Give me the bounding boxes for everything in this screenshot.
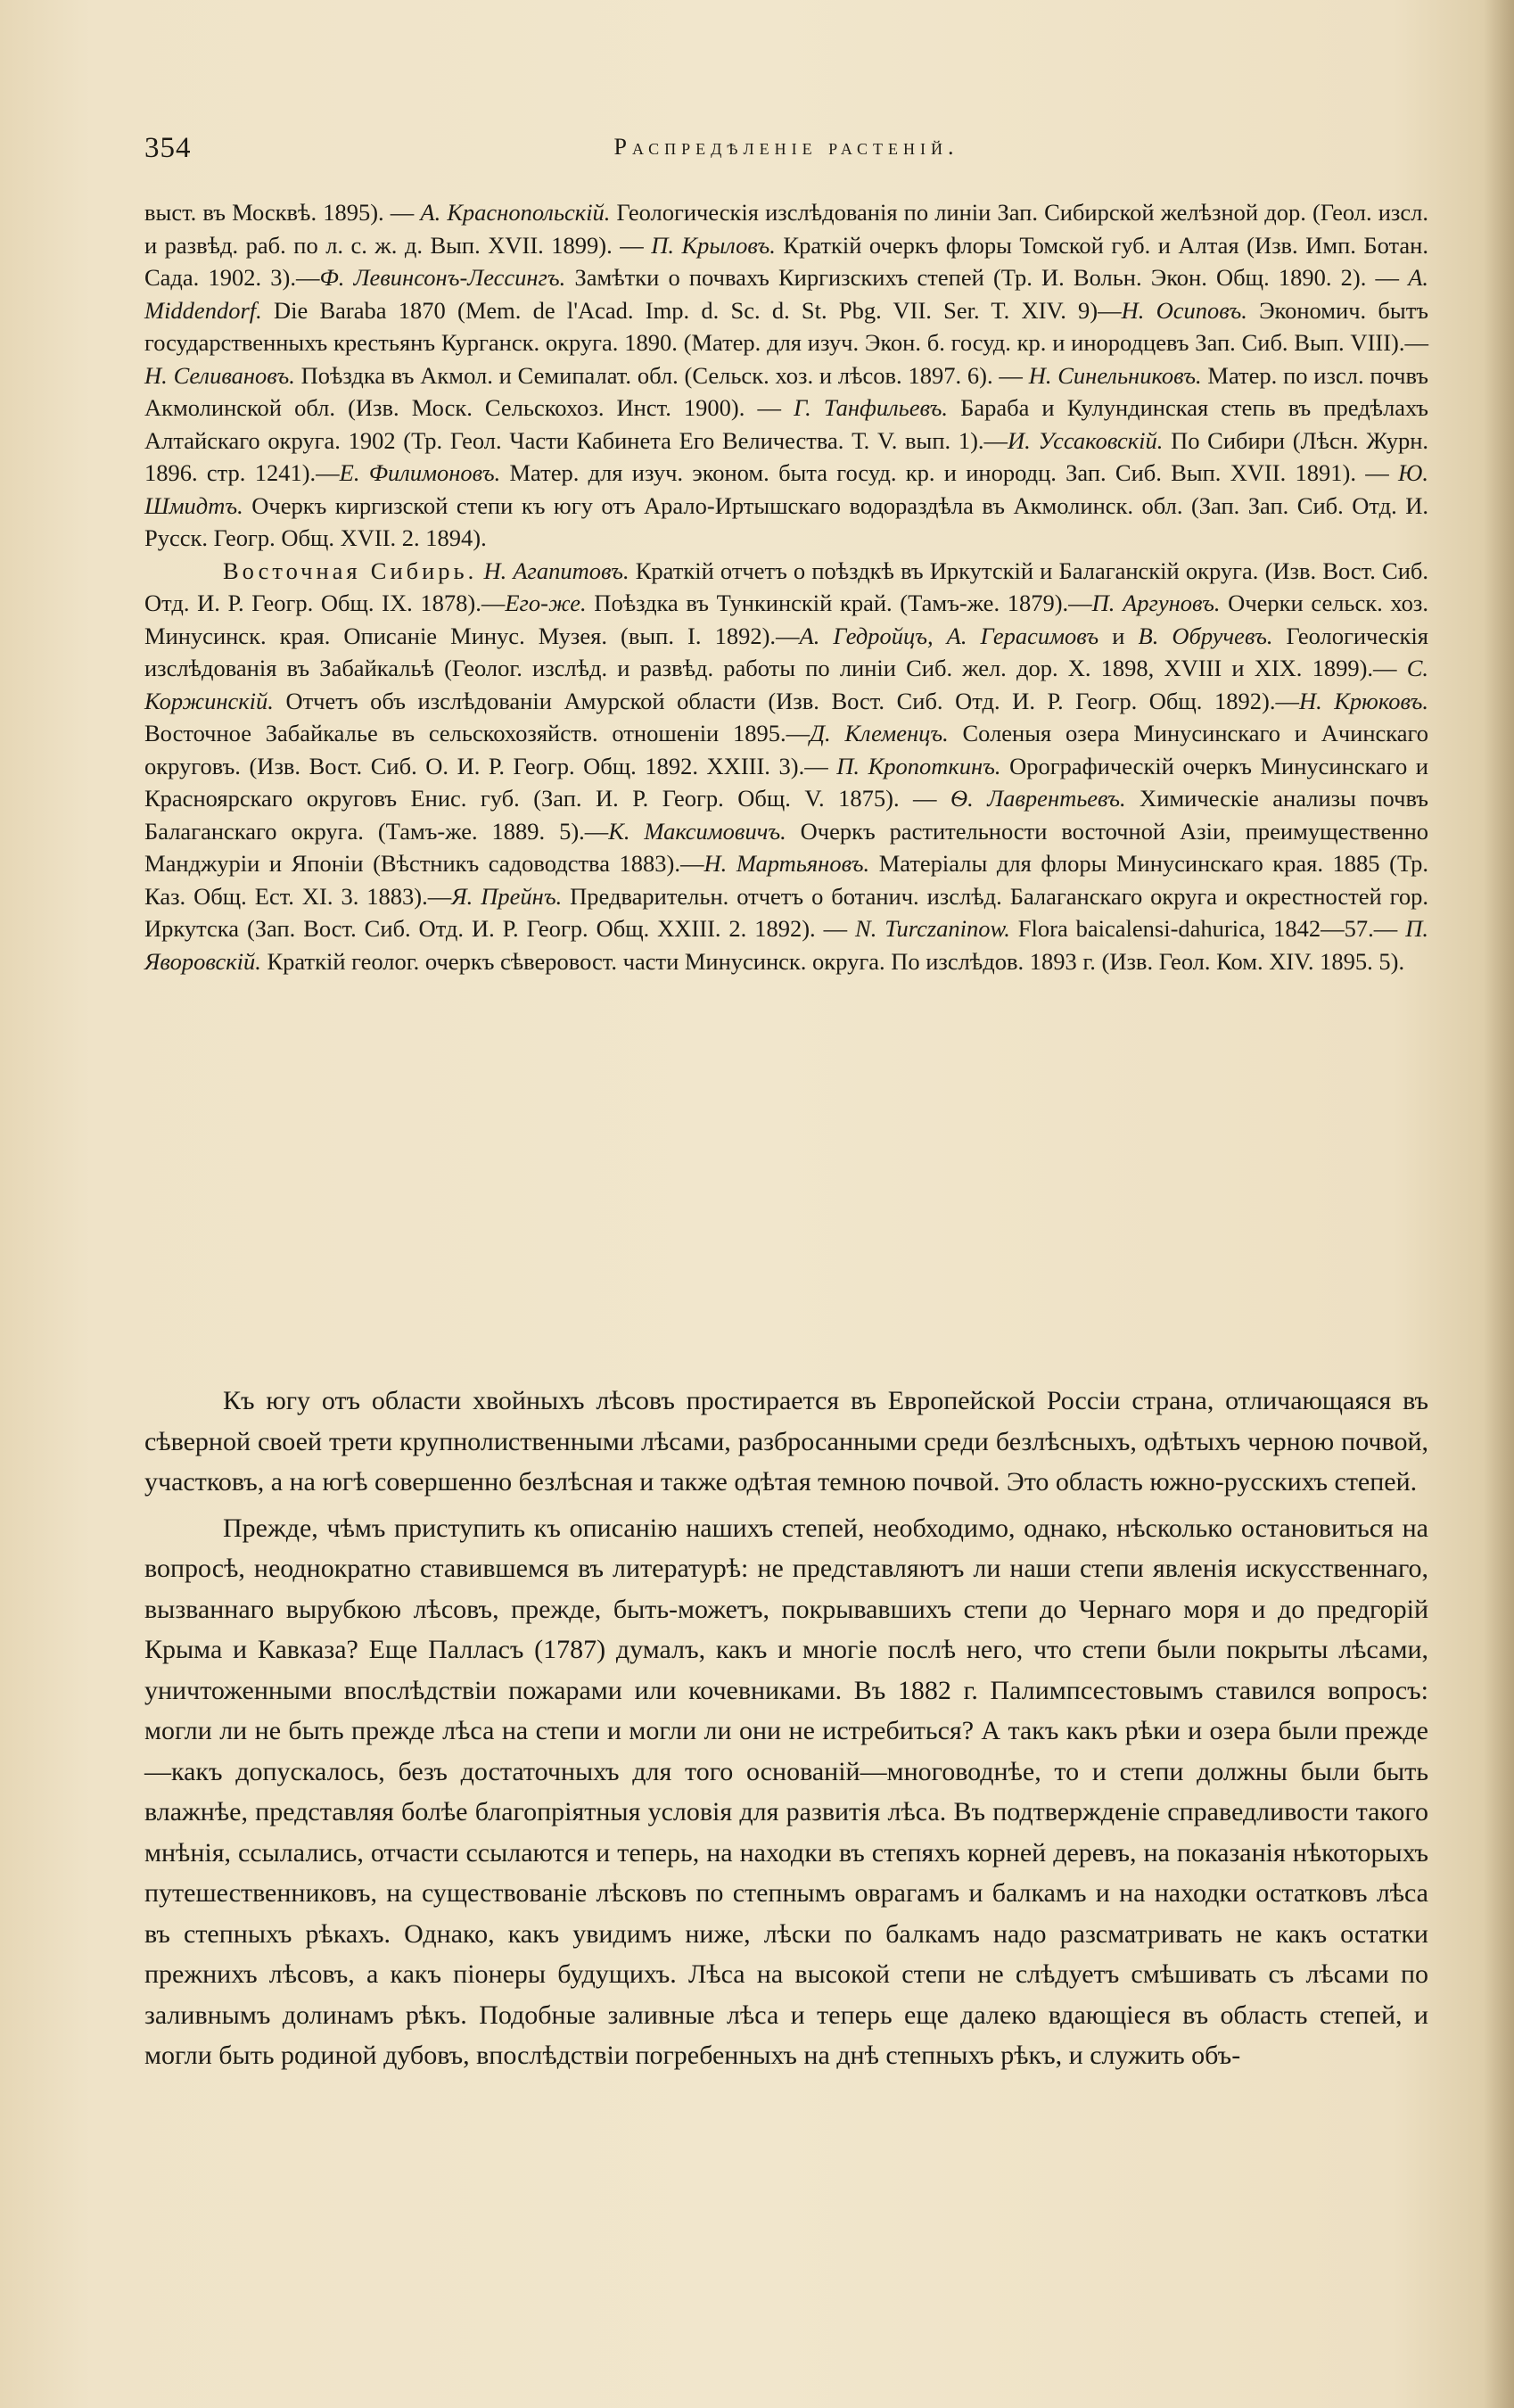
bibliography-text: Орографическій очеркъ Минусинскаго и Красноярскаго округовъ Енис. губ. (Зап. И. Р. Геогр. Общ. V. 1875). —	[144, 752, 1428, 812]
bibliography-text: Бараба и Кулундинская степь въ предѣлахъ Алтайскаго округа. 1902 (Тр. Геол. Части Кабинета Его Величества. Т. V. вып. 1).—	[144, 394, 1428, 454]
bibliography-author: П. Кропоткинъ.	[836, 752, 1001, 779]
page-number: 354	[144, 132, 192, 164]
bibliography-text: Отчетъ объ изслѣдованіи Амурской области (Изв. Вост. Сиб. Отд. И. Р. Геогр. Общ. 1892).—	[273, 687, 1299, 714]
bibliography-author: Н. Осиповъ.	[1121, 296, 1247, 324]
bibliography	[144, 196, 1428, 977]
bibliography-text: Очеркъ киргизской степи къ югу отъ Арало-Иртышскаго водораздѣла въ Акмолинск. обл. (Зап. Зап. Сиб. Отд. И. Русск. Геогр. Общ. XVII. 2. 1894).	[144, 491, 1428, 551]
page-header	[144, 132, 1428, 175]
bibliography-author: N. Turczaninow.	[855, 915, 1010, 942]
bibliography-author: Ф. Левинсонъ-Лессингъ.	[319, 264, 566, 291]
paragraph: Прежде, чѣмъ приступить къ описанію нашихъ степей, необходимо, однако, нѣсколько остановиться на вопросѣ, неоднократно ставившемся въ литературѣ: не представляютъ ли наши степи явленія искусственнаго, вызваннаго вырубкою лѣсовъ, прежде, быть-можетъ, покрывавшихъ степи до Чернаго моря и до предгорій Крыма и Кавказа? Еще Палласъ (1787) думалъ, какъ и многіе послѣ него, что степи были покрыты лѣсами, уничтоженными впослѣдствіи пожарами или кочевниками. Въ 1882 г. Палимпсестовымъ ставился вопросъ: могли ли не быть прежде лѣса на степи и могли ли они не истребиться? А такъ какъ рѣки и озера были прежде—какъ допускалось, безъ достаточныхъ для того основаній—многоводнѣе, то и степи должны были быть влажнѣе, представляя болѣе благопріятныя условія для развитія лѣса. Въ подтвержденіе справедливости такого мнѣнія, ссылались, отчасти ссылаются и теперь, на находки въ степяхъ корней деревъ, на показанія нѣкоторыхъ путешественниковъ, на существованіе лѣсковъ по степнымъ оврагамъ и балкамъ и на находки остатковъ лѣса въ степныхъ рѣкахъ. Однако, какъ увидимъ ниже, лѣски по балкамъ надо разсматривать не какъ остатки прежнихъ лѣсовъ, а какъ піонеры будущихъ. Лѣса на высокой степи не слѣдуетъ смѣшивать съ лѣсами по заливнымъ долинамъ рѣкъ. Подобные заливные лѣса и теперь еще далеко вдающіеся въ область степей, и могли быть родиной дубовъ, впослѣдствіи погребенныхъ на днѣ степныхъ рѣкъ, и служить объ-	[144, 1513, 1428, 2070]
bibliography-text: выст. въ Москвѣ. 1895). —	[144, 199, 421, 226]
bibliography-text: Очеркъ растительности восточной Азіи, преимущественно Манджуріи и Японіи (Вѣстникъ садоводства 1883).—	[144, 817, 1428, 877]
bibliography-text: Матеріалы для флоры Минусинскаго края. 1885 (Тр. Каз. Общ. Ест. XI. 3. 1883).—	[144, 850, 1429, 910]
bibliography-author: Н. Агапитовъ.	[483, 557, 629, 584]
bibliography-west-siberia	[144, 199, 1428, 551]
bibliography-text: Поѣздка въ Акмол. и Семипалат. обл. (Сельск. хоз. и лѣсов. 1897. 6). —	[294, 361, 1029, 389]
bibliography-text: Flora baicalensi-dahurica, 1842—57.—	[1009, 915, 1406, 942]
bibliography-text: Краткій очеркъ флоры Томской губ. и Алтая (Изв. Имп. Ботан. Сада. 1902. 3).—	[144, 231, 1428, 291]
running-title: Распредѣленіе растеній.	[613, 134, 959, 160]
bibliography-text: Химическіе анализы почвъ Балаганскаго округа. (Тамъ-же. 1889. 5).—	[144, 785, 1428, 845]
bibliography-author: Ю. Шмидтъ.	[144, 459, 1428, 519]
bibliography-author: Н. Селивановъ.	[144, 361, 295, 389]
bibliography-author: С. Коржинскій.	[144, 655, 1428, 714]
bibliography-author: Г. Танфильевъ.	[794, 394, 949, 421]
bibliography-author: Н. Крюковъ.	[1298, 687, 1429, 714]
bibliography-author: А. Краснопольскій.	[420, 199, 611, 226]
bibliography-text: Краткій геолог. очеркъ сѣверовост. части Минусинск. округа. По изслѣдов. 1893 г. (Изв. Геол. Ком. XIV. 1895. 5).	[260, 947, 1405, 975]
bibliography-text: Соленыя озера Минусинскаго и Ачинскаго округовъ. (Изв. Вост. Сиб. О. И. Р. Геогр. Общ. 1892. XXIII. 3).—	[144, 720, 1428, 779]
bibliography-text: Замѣтки о почвахъ Киргизскихъ степей (Тр. И. Вольн. Экон. Общ. 1890. 2). —	[565, 264, 1409, 291]
bibliography-author: А. Middendorf.	[144, 264, 1429, 324]
bibliography-text: По Сибири (Лѣсн. Журн. 1896. стр. 1241).—	[144, 426, 1428, 486]
bibliography-author: Н. Мартьяновъ.	[704, 850, 870, 877]
bibliography-text: Очерки сельск. хоз. Минусинск. края. Описаніе Минус. Музея. (вып. I. 1892).—	[144, 590, 1428, 649]
bibliography-author: Д. Клеменцъ.	[810, 720, 949, 746]
bibliography-text: Экономич. бытъ государственныхъ крестьянъ Курганск. округа. 1890. (Матер. для изуч. Экон. б. госуд. кр. и инородцевъ Зап. Сиб. Вып. VIII).—	[144, 296, 1428, 356]
bibliography-author: П. Крыловъ.	[651, 231, 776, 259]
bibliography-author: К. Максимовичъ.	[608, 817, 786, 845]
page-spine-shadow	[1484, 0, 1514, 2408]
main-text	[144, 1381, 1428, 2076]
bibliography-author: П. Яворовскій.	[144, 915, 1428, 975]
bibliography-text: Предварительн. отчетъ о ботанич. изслѣд. Балаганскаго округа и окрестностей гор. Иркутска (Зап. Вост. Сиб. Отд. И. Р. Геогр. Общ. XXIII. 2. 1892). —	[144, 882, 1429, 942]
bibliography-author: Н. Синельниковъ.	[1028, 361, 1202, 389]
bibliography-author: П. Аргуновъ.	[1091, 590, 1221, 616]
bibliography-author: Е. Филимоновъ.	[339, 459, 501, 486]
bibliography-author: Его-же.	[505, 590, 587, 616]
bibliography-east-siberia	[144, 557, 1428, 975]
bibliography-author: Я. Прейнъ.	[451, 882, 563, 910]
bibliography-author: А. Гедройцъ, А. Герасимовъ	[799, 622, 1099, 649]
bibliography-text: Краткій отчетъ о поѣздкѣ въ Иркутскій и Балаганскій округа. (Изв. Вост. Сиб. Отд. И. Р. Геогр. Общ. IX. 1878).—	[144, 557, 1429, 616]
bibliography-text: Поѣздка въ Тункинскій край. (Тамъ-же. 1879).—	[586, 590, 1092, 616]
bibliography-author: Ѳ. Лаврентьевъ.	[950, 785, 1126, 812]
bibliography-author: И. Уссаковскій.	[1008, 426, 1164, 454]
bibliography-text: Геологическія изслѣдованія въ Забайкальѣ (Геолог. изслѣд. и развѣд. работы по линіи Сиб. жел. дор. X. 1898, XVIII и XIX. 1899).—	[144, 622, 1428, 681]
bibliography-text: Восточное Забайкалье въ сельскохозяйств. отношеніи 1895.—	[144, 720, 810, 746]
east-siberia-heading: Восточная Сибирь.	[223, 557, 478, 584]
paragraph: Къ югу отъ области хвойныхъ лѣсовъ простирается въ Европейской Россіи страна, отличающаяся въ сѣверной своей трети крупнолиственными лѣсами, разбросанными среди безлѣсныхъ, одѣтыхъ черною почвой, участковъ, а на югѣ совершенно безлѣсная и также одѣтая темною почвой. Это область южно-русскихъ степей.	[144, 1386, 1428, 1497]
bibliography-author: В. Обручевъ.	[1138, 622, 1273, 649]
bibliography-text: и	[1098, 622, 1139, 649]
bibliography-text: Матер. по изсл. почвъ Акмолинской обл. (Изв. Моск. Сельскохоз. Инст. 1900). —	[144, 361, 1428, 421]
bibliography-text: Геологическія изслѣдованія по линіи Зап. Сибирской желѣзной дор. (Геол. изсл. и развѣд. раб. по л. с. ж. д. Вып. XVII. 1899). —	[144, 199, 1428, 259]
bibliography-text: Die Baraba 1870 (Mem. de l'Acad. Imp. d. Sc. d. St. Pbg. VII. Ser. T. XIV. 9)—	[261, 296, 1122, 324]
bibliography-text: Матер. для изуч. эконом. быта госуд. кр. и инородц. Зап. Сиб. Вып. XVII. 1891). —	[500, 459, 1399, 486]
